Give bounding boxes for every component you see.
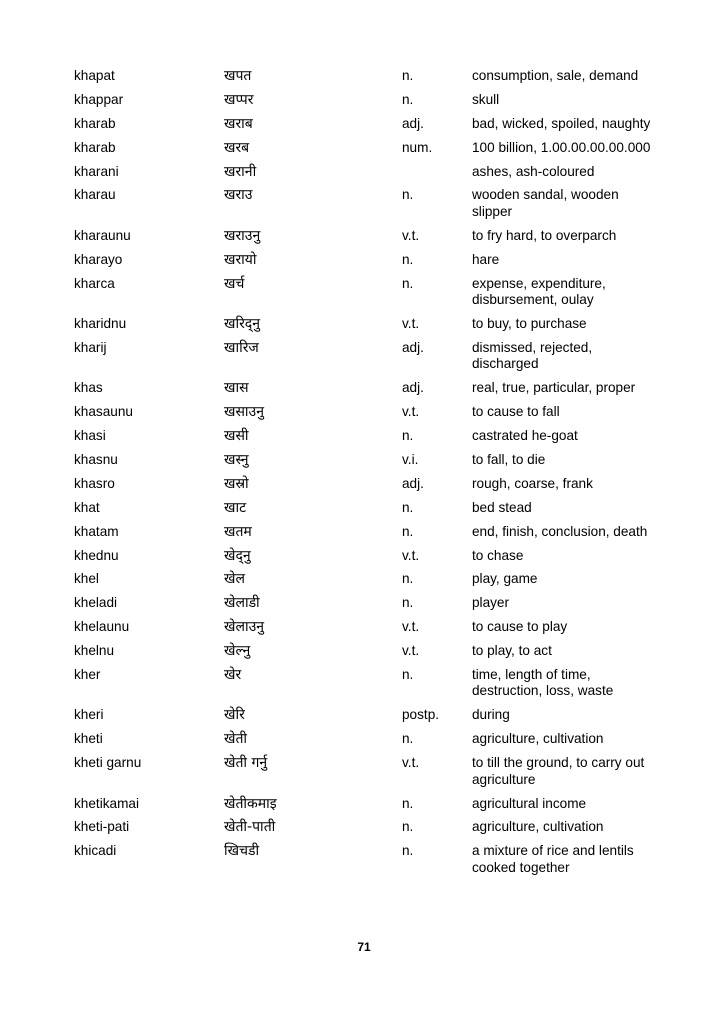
entry-part-of-speech: n. xyxy=(402,251,414,267)
entry-definition: expense, expenditure, disbursement, oulay xyxy=(472,275,606,308)
dictionary-entry xyxy=(74,140,674,164)
entry-definition: to play, to act xyxy=(472,643,552,659)
dictionary-entry xyxy=(74,524,674,548)
dictionary-entry xyxy=(74,843,674,883)
entry-part-of-speech: adj. xyxy=(402,339,424,355)
dictionary-entry xyxy=(74,476,674,500)
entry-part-of-speech: v.t. xyxy=(402,643,420,659)
entry-definition: agriculture, cultivation xyxy=(472,731,604,747)
entry-definition: to buy, to purchase xyxy=(472,316,587,332)
entry-definition: castrated he-goat xyxy=(472,428,578,444)
entry-nepali: खरिद्नु xyxy=(224,316,261,333)
entry-nepali: खरब xyxy=(224,139,250,156)
entry-nepali: खास xyxy=(224,380,249,397)
entry-word: kharab xyxy=(74,139,116,155)
dictionary-entry xyxy=(74,92,674,116)
entry-word: khelaunu xyxy=(74,619,130,635)
entry-nepali: खेल्नु xyxy=(224,643,251,660)
dictionary-entry xyxy=(74,548,674,572)
entry-definition: player xyxy=(472,595,510,611)
dictionary-entry xyxy=(74,619,674,643)
entry-definition: skull xyxy=(472,91,500,107)
entry-word: khasaunu xyxy=(74,404,133,420)
dictionary-entry xyxy=(74,428,674,452)
entry-definition: during xyxy=(472,707,510,723)
entry-part-of-speech: n. xyxy=(402,499,414,515)
entry-part-of-speech: v.i. xyxy=(402,451,419,467)
entry-part-of-speech: adj. xyxy=(402,380,424,396)
entry-word: kharau xyxy=(74,187,116,203)
entry-nepali: खराब xyxy=(224,115,253,132)
entry-word: kharab xyxy=(74,115,116,131)
dictionary-entries xyxy=(74,68,674,884)
entry-word: kharca xyxy=(74,275,115,291)
entry-nepali: खप्पर xyxy=(224,91,254,108)
entry-part-of-speech: v.t. xyxy=(402,404,420,420)
entry-definition: rough, coarse, frank xyxy=(472,475,593,491)
entry-part-of-speech: v.t. xyxy=(402,755,420,771)
dictionary-entry xyxy=(74,404,674,428)
entry-definition: to fry hard, to overparch xyxy=(472,227,617,243)
dictionary-entry xyxy=(74,276,674,316)
entry-definition: wooden sandal, wooden slipper xyxy=(472,187,619,219)
dictionary-entry xyxy=(74,755,674,795)
entry-nepali: खेलाउनु xyxy=(224,619,265,636)
entry-nepali: खेरि xyxy=(224,707,245,724)
dictionary-entry xyxy=(74,340,674,380)
dictionary-entry xyxy=(74,796,674,820)
dictionary-entry xyxy=(74,819,674,843)
entry-nepali: खेती-पाती xyxy=(224,819,276,836)
entry-definition: play, game xyxy=(472,571,538,587)
entry-definition: to fall, to die xyxy=(472,451,546,467)
entry-part-of-speech: adj. xyxy=(402,115,424,131)
entry-nepali: खारिज xyxy=(224,339,259,356)
entry-part-of-speech: n. xyxy=(402,91,414,107)
entry-part-of-speech: n. xyxy=(402,275,414,291)
entry-part-of-speech: n. xyxy=(402,666,414,682)
entry-nepali: खेर xyxy=(224,666,242,683)
dictionary-entry xyxy=(74,228,674,252)
entry-nepali: खरानी xyxy=(224,163,257,180)
entry-definition: agricultural income xyxy=(472,795,587,811)
dictionary-entry xyxy=(74,667,674,707)
entry-word: khapat xyxy=(74,68,115,83)
entry-nepali: खपत xyxy=(224,68,252,84)
entry-word: kher xyxy=(74,666,101,682)
entry-definition: hare xyxy=(472,251,500,267)
entry-word: kheti-pati xyxy=(74,819,130,835)
entry-word: kharayo xyxy=(74,251,123,267)
entry-part-of-speech: n. xyxy=(402,819,414,835)
entry-definition: 100 billion, 1.00.00.00.00.000 xyxy=(472,139,651,155)
entry-part-of-speech: v.t. xyxy=(402,316,420,332)
dictionary-entry xyxy=(74,116,674,140)
entry-nepali: खेतीकमाइ xyxy=(224,795,277,812)
dictionary-entry xyxy=(74,316,674,340)
entry-definition: to chase xyxy=(472,547,524,563)
entry-nepali: खराउ xyxy=(224,187,253,204)
entry-word: kheti xyxy=(74,731,103,747)
entry-word: khicadi xyxy=(74,843,117,859)
dictionary-entry xyxy=(74,595,674,619)
entry-nepali: खसी xyxy=(224,428,249,445)
entry-part-of-speech: n. xyxy=(402,571,414,587)
entry-word: khasi xyxy=(74,428,106,444)
dictionary-entry xyxy=(74,571,674,595)
entry-part-of-speech: n. xyxy=(402,187,414,203)
page-number: 71 xyxy=(357,940,371,954)
entry-word: kharani xyxy=(74,163,119,179)
entry-definition: bad, wicked, spoiled, naughty xyxy=(472,115,651,131)
entry-nepali: खाट xyxy=(224,499,247,516)
entry-nepali: खराउनु xyxy=(224,227,261,244)
entry-nepali: खतम xyxy=(224,523,252,540)
entry-part-of-speech: n. xyxy=(402,523,414,539)
entry-word: kharij xyxy=(74,339,107,355)
entry-part-of-speech: n. xyxy=(402,595,414,611)
entry-definition: ashes, ash-coloured xyxy=(472,163,595,179)
dictionary-entry xyxy=(74,380,674,404)
entry-word: khednu xyxy=(74,547,119,563)
entry-nepali: खेती गर्नु xyxy=(224,755,268,772)
dictionary-entry xyxy=(74,452,674,476)
entry-definition: consumption, sale, demand xyxy=(472,68,639,83)
entry-nepali: खस्रो xyxy=(224,475,249,492)
entry-part-of-speech: n. xyxy=(402,68,414,83)
entry-part-of-speech: n. xyxy=(402,795,414,811)
entry-word: kharidnu xyxy=(74,316,127,332)
entry-nepali: खेद्नु xyxy=(224,547,251,564)
entry-word: khel xyxy=(74,571,99,587)
entry-word: khelnu xyxy=(74,643,115,659)
entry-definition: dismissed, rejected, discharged xyxy=(472,339,593,372)
entry-word: kheri xyxy=(74,707,104,723)
entry-word: khatam xyxy=(74,523,119,539)
entry-definition: bed stead xyxy=(472,499,532,515)
entry-part-of-speech: n. xyxy=(402,731,414,747)
entry-definition: to cause to play xyxy=(472,619,568,635)
entry-nepali: खसाउनु xyxy=(224,404,264,421)
entry-word: kheladi xyxy=(74,595,118,611)
entry-word: khappar xyxy=(74,91,124,107)
entry-definition: end, finish, conclusion, death xyxy=(472,523,648,539)
entry-word: kheti garnu xyxy=(74,755,142,771)
entry-definition: time, length of time, destruction, loss, waste xyxy=(472,666,614,699)
entry-nepali: खर्च xyxy=(224,275,245,292)
entry-nepali: खेल xyxy=(224,571,245,588)
entry-nepali: खिचडी xyxy=(224,843,260,860)
entry-nepali: खस्नु xyxy=(224,451,249,468)
entry-part-of-speech: adj. xyxy=(402,475,424,491)
dictionary-entry xyxy=(74,252,674,276)
dictionary-entry xyxy=(74,500,674,524)
entry-part-of-speech: n. xyxy=(402,428,414,444)
dictionary-entry xyxy=(74,731,674,755)
entry-word: khat xyxy=(74,499,100,515)
entry-word: khasro xyxy=(74,475,115,491)
entry-part-of-speech: v.t. xyxy=(402,619,420,635)
entry-part-of-speech: n. xyxy=(402,843,414,859)
entry-definition: a mixture of rice and lentils cooked together xyxy=(472,843,634,875)
entry-part-of-speech: v.t. xyxy=(402,227,420,243)
entry-word: kharaunu xyxy=(74,227,131,243)
entry-word: khasnu xyxy=(74,451,118,467)
entry-word: khas xyxy=(74,380,103,396)
entry-word: khetikamai xyxy=(74,795,139,811)
dictionary-entry xyxy=(74,707,674,731)
dictionary-entry xyxy=(74,68,674,92)
entry-nepali: खरायो xyxy=(224,251,257,268)
entry-definition: to till the ground, to carry out agriculture xyxy=(472,755,645,787)
entry-nepali: खेती xyxy=(224,731,248,748)
entry-part-of-speech: postp. xyxy=(402,707,440,723)
entry-part-of-speech: num. xyxy=(402,139,433,155)
entry-definition: agriculture, cultivation xyxy=(472,819,604,835)
entry-definition: to cause to fall xyxy=(472,404,560,420)
dictionary-entry xyxy=(74,164,674,188)
dictionary-entry xyxy=(74,187,674,227)
entry-nepali: खेलाडी xyxy=(224,595,260,612)
dictionary-entry xyxy=(74,643,674,667)
entry-definition: real, true, particular, proper xyxy=(472,380,636,396)
entry-part-of-speech: v.t. xyxy=(402,547,420,563)
